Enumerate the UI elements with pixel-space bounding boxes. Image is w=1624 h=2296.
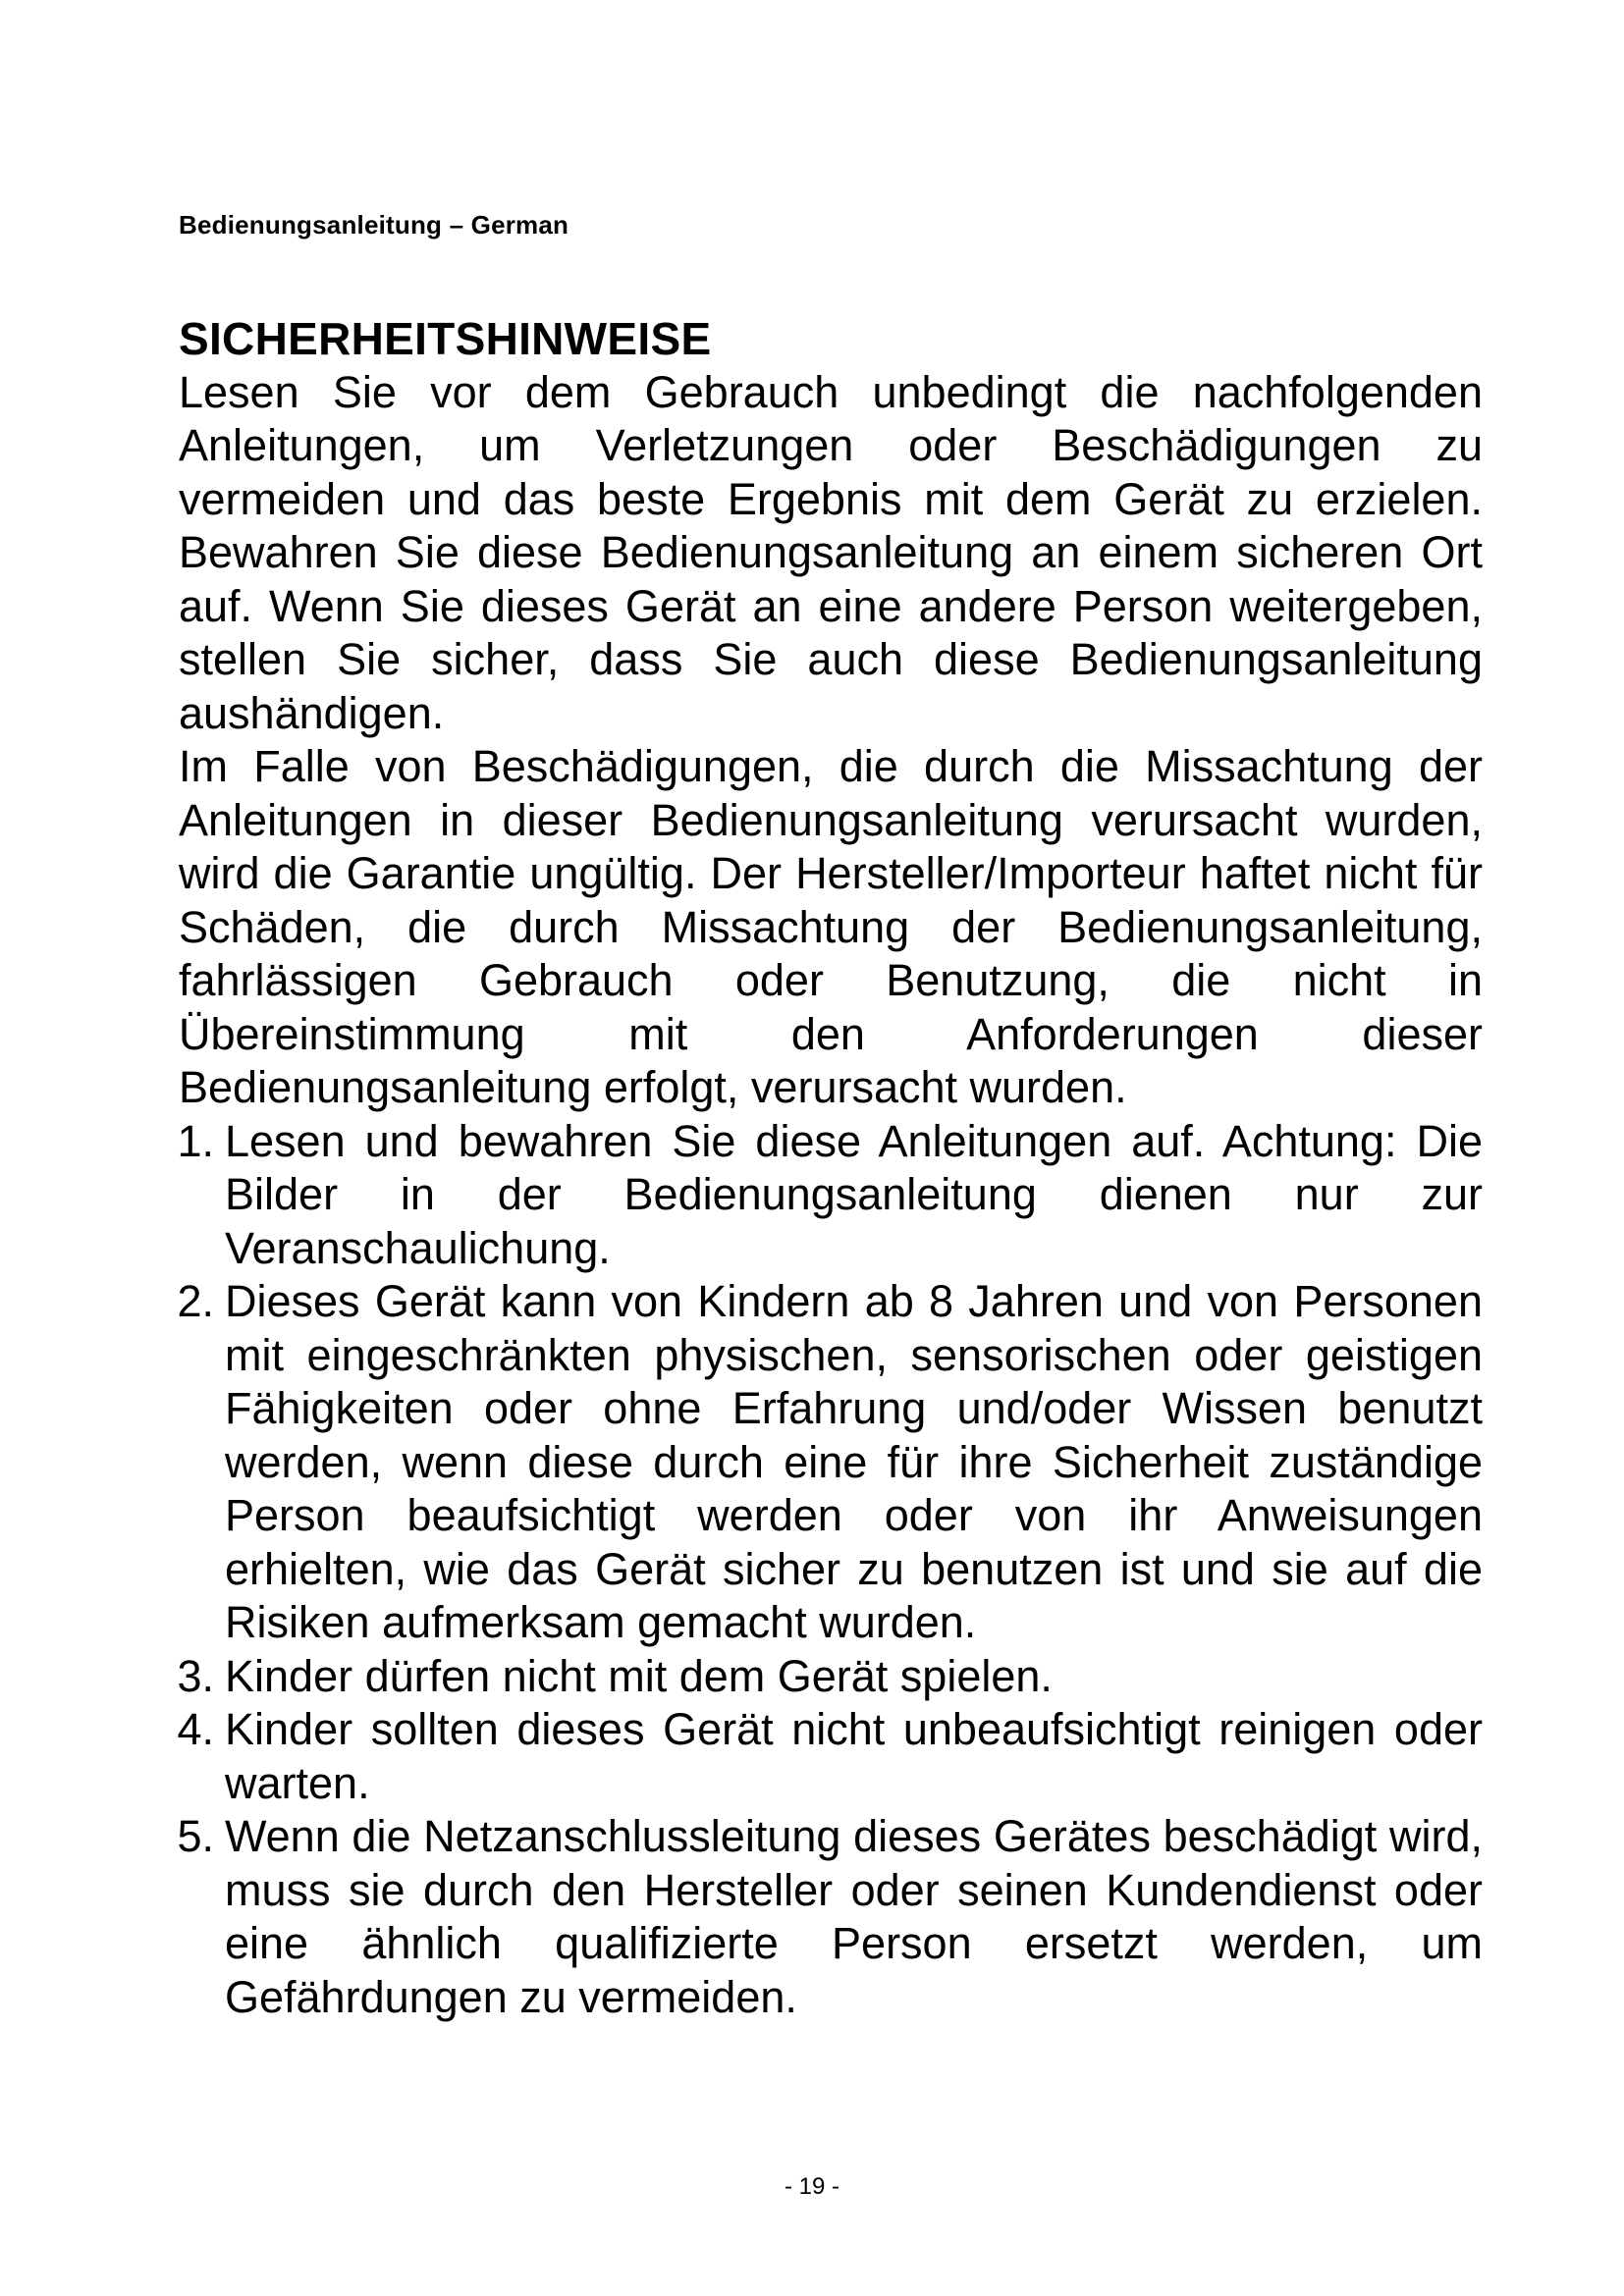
page-number: - 19 - bbox=[784, 2173, 839, 2200]
list-item-number: 4. bbox=[177, 1704, 214, 1754]
list-item bbox=[179, 1275, 1483, 1650]
list-item-text: Lesen und bewahren Sie diese Anleitungen auf. Achtung: Die Bilder in der Bedienungsanleitung dienen nur zur Veranschaulichung. bbox=[225, 1115, 1483, 1273]
list-item bbox=[179, 1115, 1483, 1276]
list-item-text: Kinder dürfen nicht mit dem Gerät spielen. bbox=[225, 1650, 1053, 1701]
list-item bbox=[179, 1650, 1483, 1704]
warranty-paragraph: Im Falle von Beschädigungen, die durch die Missachtung der Anleitungen in dieser Bedienungsanleitung verursacht wurden, wird die Garantie ungültig. Der Hersteller/Importeur haftet nicht für Schäden, die durch Missachtung der Bedienungsanleitung, fahrlässigen Gebrauch oder Benutzung, die nicht in Übereinstimmung mit den Anforderungen dieser Bedienungsanleitung erfolgt, verursacht wurden. bbox=[179, 741, 1483, 1112]
safety-list bbox=[179, 1115, 1483, 2025]
list-item bbox=[179, 1810, 1483, 2024]
document-header: Bedienungsanleitung – German bbox=[179, 210, 569, 240]
list-item-number: 2. bbox=[177, 1276, 214, 1326]
list-item-number: 3. bbox=[177, 1650, 214, 1701]
safety-section bbox=[179, 312, 1483, 2024]
list-item-number: 1. bbox=[177, 1115, 214, 1166]
list-item bbox=[179, 1703, 1483, 1810]
list-item-number: 5. bbox=[177, 1811, 214, 1861]
list-item-text: Wenn die Netzanschlussleitung dieses Gerätes beschädigt wird, muss sie durch den Hersteller oder seinen Kundendienst oder eine ähnlich qualifizierte Person ersetzt werden, um Gefährdungen zu vermeiden. bbox=[225, 1811, 1483, 2022]
section-title: SICHERHEITSHINWEISE bbox=[179, 313, 712, 364]
list-item-text: Kinder sollten dieses Gerät nicht unbeaufsichtigt reinigen oder warten. bbox=[225, 1704, 1483, 1808]
intro-paragraph: Lesen Sie vor dem Gebrauch unbedingt die nachfolgenden Anleitungen, um Verletzungen oder Beschädigungen zu vermeiden und das beste Ergebnis mit dem Gerät zu erzielen. Bewahren Sie diese Bedienungsanleitung an einem sicheren Ort auf. Wenn Sie dieses Gerät an eine andere Person weitergeben, stellen Sie sicher, dass Sie auch diese Bedienungsanleitung aushändigen. bbox=[179, 366, 1483, 738]
list-item-text: Dieses Gerät kann von Kindern ab 8 Jahren und von Personen mit eingeschränkten physischen, sensorischen oder geistigen Fähigkeiten oder ohne Erfahrung und/oder Wissen benutzt werden, wenn diese durch eine für ihre Sicherheit zuständige Person beaufsichtigt werden oder von ihr Anweisungen erhielten, wie das Gerät sicher zu benutzen ist und sie auf die Risiken aufmerksam gemacht wurden. bbox=[225, 1276, 1483, 1647]
